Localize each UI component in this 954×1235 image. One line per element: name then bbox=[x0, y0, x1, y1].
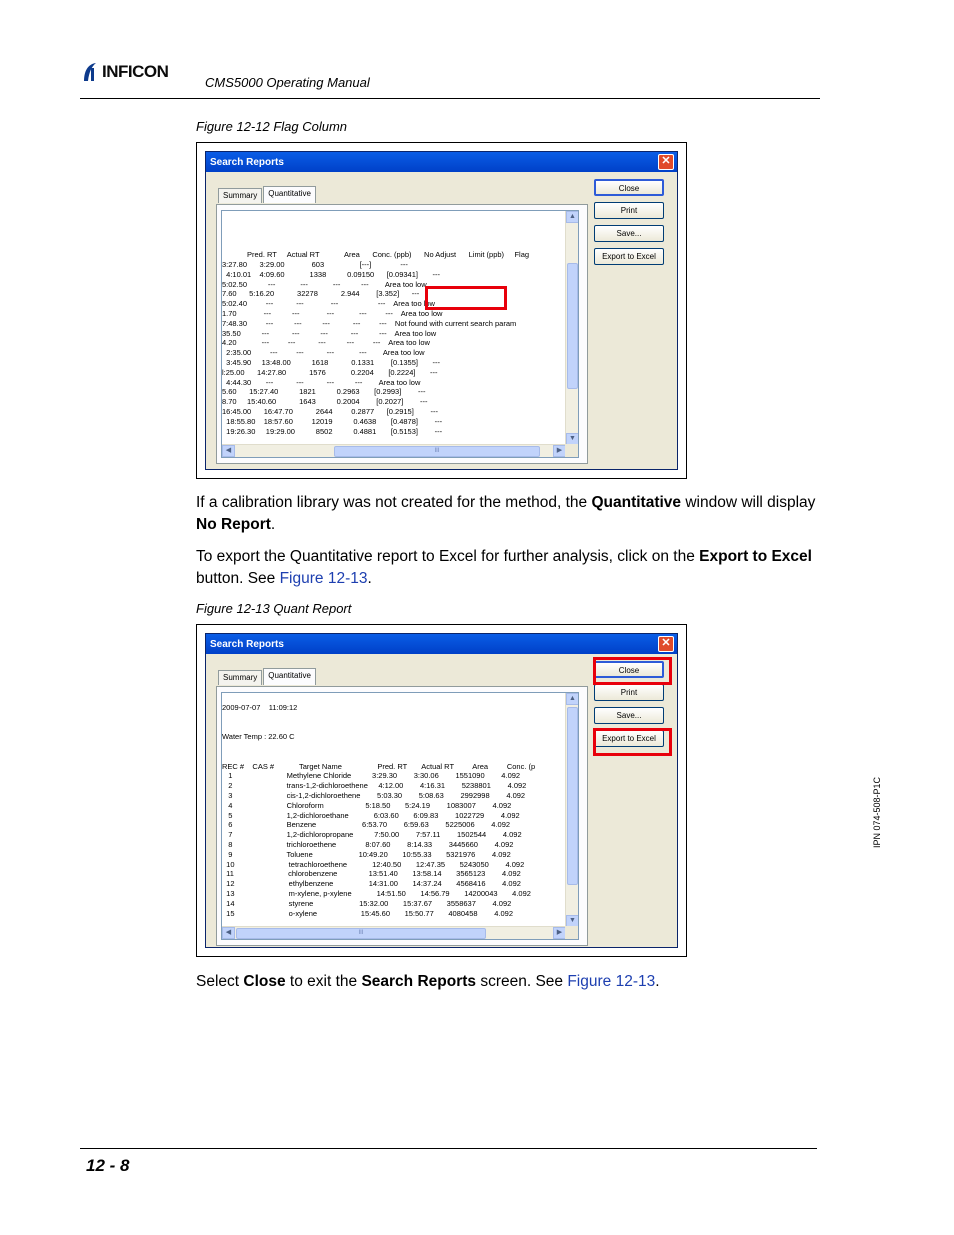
tab-quantitative[interactable]: Quantitative bbox=[263, 186, 316, 203]
tab-bar bbox=[218, 670, 317, 685]
figure-12-12 bbox=[196, 142, 687, 479]
paragraph-export: To export the Quantitative report to Excel for further analysis, click on the Export to Excel button. See Figure 12-13. bbox=[196, 548, 812, 587]
report-line: 8.70 15:40.60 1643 0.2004 [0.2027] --- bbox=[222, 397, 428, 407]
print-button[interactable]: Print bbox=[594, 202, 664, 219]
close-button[interactable]: Close bbox=[594, 179, 664, 196]
report-line: 10 tetrachloroethene 12:40.50 12:47.35 5243050 4.092 bbox=[222, 859, 525, 869]
logo-text: INFICON bbox=[102, 62, 169, 81]
report-content bbox=[222, 693, 566, 925]
report-line: 3 cis-1,2-dichloroethene 5:03.30 5:08.63 2992998 4.092 bbox=[222, 790, 526, 800]
save-button[interactable]: Save... bbox=[594, 707, 664, 724]
report-line: 6 Benzene 6:53.70 6:59.63 5225006 4.092 bbox=[222, 820, 511, 830]
report-line: 15 o-xylene 15:45.60 15:50.77 4080458 4.092 bbox=[222, 908, 513, 918]
flag-highlight-box bbox=[425, 286, 507, 310]
search-reports-dialog bbox=[205, 151, 678, 470]
report-line bbox=[222, 211, 566, 221]
report-line: 4:44.30 --- --- --- --- Area too low bbox=[222, 377, 421, 387]
hscroll-thumb[interactable]: III bbox=[236, 928, 486, 939]
paragraph-close: Select Close to exit the Search Reports screen. See Figure 12-13. bbox=[196, 973, 660, 990]
figure-12-13-link[interactable]: Figure 12-13 bbox=[567, 973, 656, 990]
report-line: 5:02.50 --- --- --- --- Area too low bbox=[222, 279, 427, 289]
figure-12-13 bbox=[196, 624, 687, 957]
scroll-down-icon[interactable]: ▼ bbox=[566, 915, 579, 927]
export-to-excel-button[interactable]: Export to Excel bbox=[594, 730, 664, 747]
report-line: 19:26.30 19:29.00 8502 0.4881 [0.5153] --- bbox=[222, 426, 443, 436]
report-line: 4.20 --- --- --- --- --- Area too low bbox=[222, 338, 430, 348]
close-button[interactable]: Close bbox=[594, 661, 664, 678]
page-number: 12 - 8 bbox=[86, 1156, 130, 1175]
report-content bbox=[222, 211, 566, 443]
dialog-title: Search Reports bbox=[210, 638, 284, 650]
figure-12-13-caption: Figure 12-13 Quant Report bbox=[196, 601, 352, 616]
horizontal-scrollbar[interactable] bbox=[222, 926, 566, 939]
save-button[interactable]: Save... bbox=[594, 225, 664, 242]
close-x-icon[interactable]: ✕ bbox=[658, 154, 674, 170]
report-line: 12 ethylbenzene 14:31.00 14:37.24 4568416 4.092 bbox=[222, 879, 521, 889]
button-column bbox=[594, 179, 664, 271]
scroll-left-icon[interactable]: ◀ bbox=[222, 445, 235, 457]
tab-bar bbox=[218, 188, 317, 203]
scroll-thumb[interactable] bbox=[567, 263, 578, 389]
report-line: 7.60 5:16.20 32278 2.944 [3.352] --- bbox=[222, 289, 420, 299]
report-line: 35.50 --- --- --- --- --- Area too low bbox=[222, 328, 437, 338]
report-line: 4 Chloroform 5:18.50 5:24.19 1083007 4.092 bbox=[222, 800, 512, 810]
report-line: 11 chlorobenzene 13:51.40 13:58.14 3565123 4.092 bbox=[222, 869, 521, 879]
report-line: l:25.00 14:27.80 1576 0.2204 [0.2224] --- bbox=[222, 367, 438, 377]
report-line: 13 m-xylene, p-xylene 14:51.50 14:56.79 14200043 4.092 bbox=[222, 888, 531, 898]
figure-12-13-link[interactable]: Figure 12-13 bbox=[279, 570, 368, 587]
scroll-corner bbox=[565, 444, 578, 457]
report-line: 3:27.80 3:29.00 603 [---] --- bbox=[222, 259, 408, 269]
figure-12-12-caption: Figure 12-12 Flag Column bbox=[196, 119, 348, 134]
report-line: 9 Toluene 10:49.20 10:55.33 5321976 4.092 bbox=[222, 849, 511, 859]
report-text-box[interactable] bbox=[221, 692, 579, 940]
report-line: 2:35.00 --- --- --- --- Area too low bbox=[222, 348, 425, 358]
report-line bbox=[222, 693, 566, 703]
export-to-excel-button[interactable]: Export to Excel bbox=[594, 248, 664, 265]
doc-title: CMS5000 Operating Manual bbox=[205, 75, 370, 90]
vertical-scrollbar[interactable] bbox=[565, 693, 578, 927]
tab-quantitative[interactable]: Quantitative bbox=[263, 668, 316, 685]
dialog-title-bar bbox=[206, 152, 677, 172]
scroll-up-icon[interactable]: ▲ bbox=[566, 211, 579, 223]
report-line: 2009-07-07 11:09:12 bbox=[222, 702, 298, 712]
dialog-title-bar bbox=[206, 634, 677, 654]
header-rule bbox=[80, 98, 820, 99]
report-line: 14 styrene 15:32.00 15:37.67 3558637 4.092 bbox=[222, 898, 512, 908]
report-line bbox=[222, 713, 566, 723]
report-line bbox=[222, 752, 566, 762]
print-button[interactable]: Print bbox=[594, 684, 664, 701]
hscroll-thumb[interactable]: III bbox=[334, 446, 540, 457]
inficon-logo-icon bbox=[81, 61, 99, 83]
report-line: 1.70 --- --- --- --- --- Area too low bbox=[222, 308, 443, 318]
report-line: REC # CAS # Target Name Pred. RT Actual RT Area Conc. (p bbox=[222, 761, 536, 771]
report-line bbox=[222, 722, 566, 732]
report-line: 5.60 15:27.40 1821 0.2963 [0.2993] --- bbox=[222, 387, 426, 397]
scroll-down-icon[interactable]: ▼ bbox=[566, 433, 579, 445]
report-line: 1 Methylene Chloride 3:29.30 3:30.06 1551090 4.092 bbox=[222, 771, 521, 781]
report-line bbox=[222, 221, 566, 231]
report-line bbox=[222, 742, 566, 752]
report-line: 16:45.00 16:47.70 2644 0.2877 [0.2915] --- bbox=[222, 406, 438, 416]
report-line: Water Temp : 22.60 C bbox=[222, 732, 295, 742]
scroll-up-icon[interactable]: ▲ bbox=[566, 693, 579, 705]
report-line bbox=[222, 240, 566, 250]
report-line: 2 trans-1,2-dichloroethene 4:12.00 4:16.31 5238801 4.092 bbox=[222, 781, 527, 791]
report-line: Pred. RT Actual RT Area Conc. (ppb) No Adjust Limit (ppb) Flag bbox=[222, 250, 530, 260]
scroll-right-icon[interactable]: ▶ bbox=[553, 927, 566, 939]
close-x-icon[interactable]: ✕ bbox=[658, 636, 674, 652]
scroll-thumb[interactable] bbox=[567, 707, 578, 885]
horizontal-scrollbar[interactable] bbox=[222, 444, 566, 457]
scroll-corner bbox=[565, 926, 578, 939]
report-line: 4:10.01 4:09.60 1338 0.09150 [0.09341] --- bbox=[222, 269, 441, 279]
document-ipn: IPN 074-508-P1C bbox=[872, 776, 882, 848]
report-text-box[interactable] bbox=[221, 210, 579, 458]
vertical-scrollbar[interactable] bbox=[565, 211, 578, 445]
close-highlight-box bbox=[593, 657, 672, 685]
report-line: 5 1,2-dichloroethane 6:03.60 6:09.83 1022729 4.092 bbox=[222, 810, 520, 820]
inficon-logo bbox=[81, 60, 196, 84]
scroll-left-icon[interactable]: ◀ bbox=[222, 927, 235, 939]
dialog-title: Search Reports bbox=[210, 156, 284, 168]
tab-summary[interactable]: Summary bbox=[218, 188, 262, 203]
report-line: 18:55.80 18:57.60 12019 0.4638 [0.4878] --- bbox=[222, 416, 443, 426]
scroll-right-icon[interactable]: ▶ bbox=[553, 445, 566, 457]
report-line: 7 1,2-dichloropropane 7:50.00 7:57.11 1502544 4.092 bbox=[222, 830, 522, 840]
quantitative-panel bbox=[216, 686, 588, 946]
report-line: 5:02.40 --- --- --- --- Area too low bbox=[222, 299, 435, 309]
quantitative-panel bbox=[216, 204, 588, 464]
tab-summary[interactable]: Summary bbox=[218, 670, 262, 685]
report-line: 7:48.30 --- --- --- --- --- Not found with current search param bbox=[222, 318, 517, 328]
paragraph-no-report: If a calibration library was not created for the method, the Quantitative window will display No Report. bbox=[196, 494, 816, 533]
report-line bbox=[222, 231, 566, 241]
report-line: 3:45.90 13:48.00 1618 0.1331 [0.1355] --- bbox=[222, 357, 441, 367]
footer-rule bbox=[80, 1148, 817, 1149]
report-line: 8 trichloroethene 8:07.60 8:14.33 3445660 4.092 bbox=[222, 839, 514, 849]
export-highlight-box bbox=[593, 728, 672, 756]
